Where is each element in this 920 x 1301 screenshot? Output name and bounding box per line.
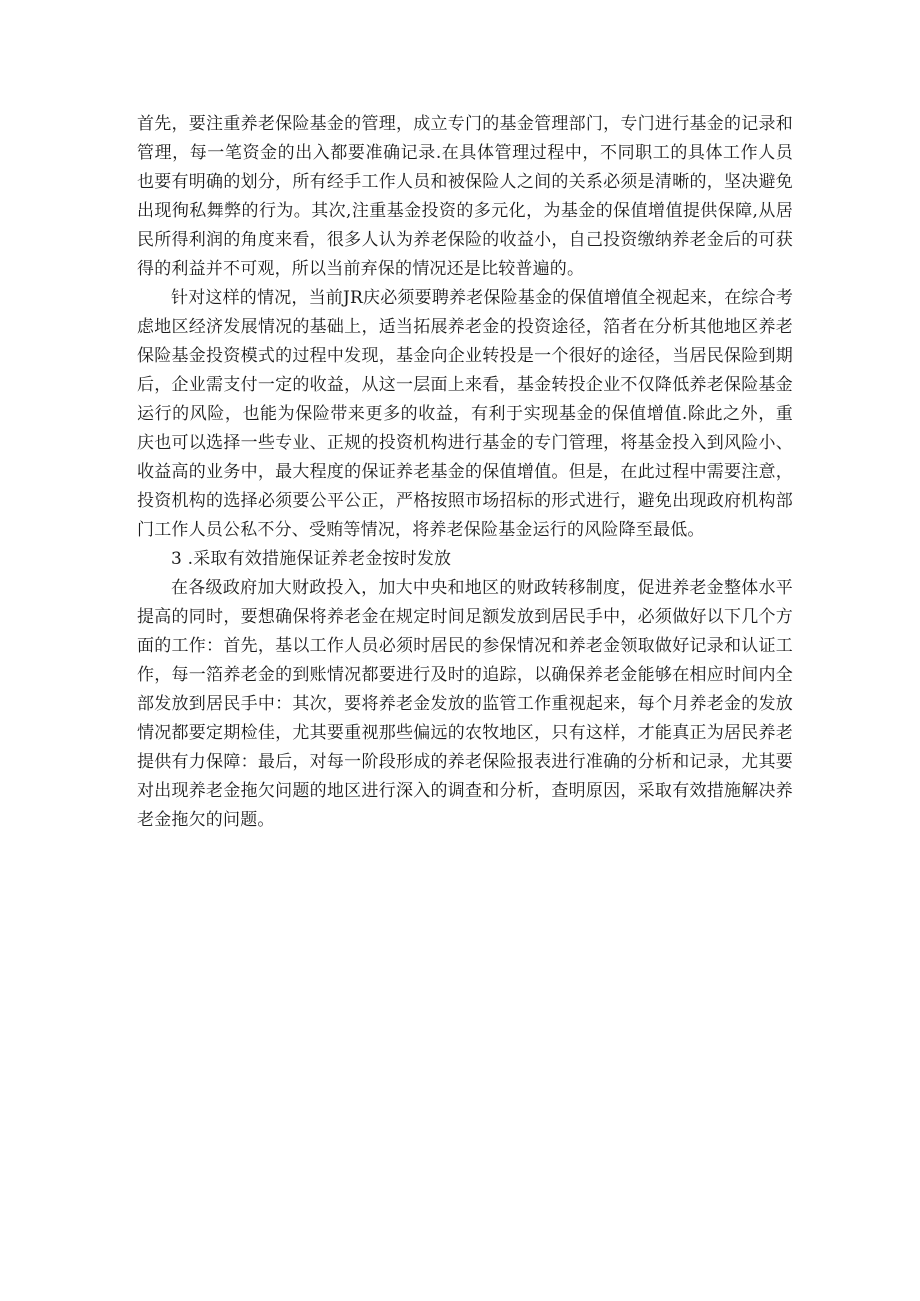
paragraph-fund-management: 首先，要注重养老保险基金的管理，成立专门的基金管理部门，专门进行基金的记录和管理，每一笔资金的出入都要准确记录.在具体管理过程中，不同职工的具体工作人员也要有明确的划分，所有经手工作人员和被保险人之间的关系必须是清晰的，坚决避免出现徇私舞弊的行为。其次,注重基金投资的多元化，为基金的保值增值提供保障,从居民所得利润的角度来看，很多人认为养老保险的收益小，自己投资缴纳养老金后的可获得的利益并不可观，所以当前弃保的情况还是比较普遍的。: [137, 114, 793, 279]
paragraph-fund-investment: 针对这样的情况，当前JR庆必须要聘养老保险基金的保值增值全视起来，在综合考虑地区经济发展情况的基础上，适当拓展养老金的投资途径，箔者在分析其他地区养老保险基金投资模式的过程中发现，基金向企业转投是一个很好的途径，当居民保险到期后，企业需支付一定的收益，从这一层面上来看，基金转投企业不仅降低养老保险基金运行的风险，也能为保险带来更多的收益，有利于实现基金的保值增值.除此之外，重庆也可以选择一些专业、正规的投资机构进行基金的专门管理，将基金投入到风险小、收益高的业务中，最大程度的保证养老基金的保值增值。但是，在此过程中需要注意，投资机构的选择必须要公平公正，严格按照市场招标的形式进行，避免出现政府机构部门工作人员公私不分、受贿等情况，将养老保险基金运行的风险降至最低。: [137, 288, 794, 540]
section-heading-pension-payment: 3 .采取有效措施保证养老金按时发放: [171, 549, 452, 569]
paragraph-pension-payment: 在各级政府加大财政投入，加大中央和地区的财政转移制度，促进养老金整体水平提高的同时，要想确保将养老金在规定时间足额发放到居民手中，必须做好以下几个方面的工作：首先，基以工作人员必须时居民的参保情况和养老金领取做好记录和认证工作，每一箔养老金的到账情况都要进行及时的追踪，以确保养老金能够在相应时间内全部发放到居民手中：其次，要将养老金发放的监管工作重视起来，每个月养老金的发放情况都要定期检佳，尤其要重视那些偏远的农牧地区，只有这样，才能真正为居民养老提供有力保障：最后，对每一阶段形成的养老保险报表进行准确的分析和记录，尤其要对出现养老金拖欠问题的地区进行深入的调查和分析，查明原因，采取有效措施解决养老金拖欠的问题。: [137, 578, 793, 830]
body-text: [137, 110, 793, 835]
